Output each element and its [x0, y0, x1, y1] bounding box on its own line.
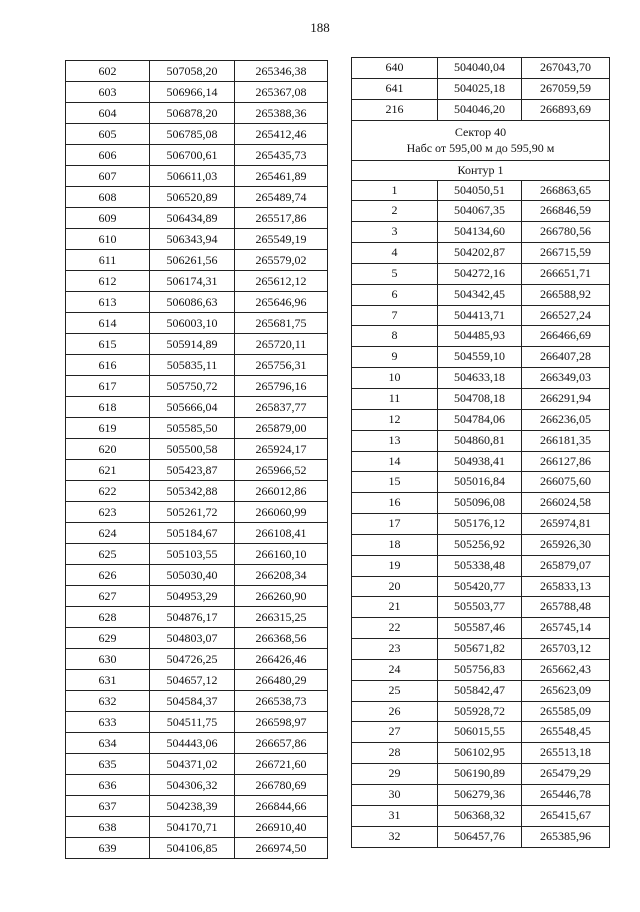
y-coordinate-cell: 265796,16: [235, 376, 328, 397]
x-coordinate-cell: 504657,12: [150, 670, 235, 691]
x-coordinate-cell: 504443,06: [150, 733, 235, 754]
point-number-cell: 216: [352, 99, 438, 120]
y-coordinate-cell: 265756,31: [235, 355, 328, 376]
x-coordinate-cell: 505914,89: [150, 334, 235, 355]
point-number-cell: 31: [352, 805, 438, 826]
x-coordinate-cell: 505338,48: [438, 555, 522, 576]
point-number-cell: 639: [66, 838, 150, 859]
left-coordinates-table: [65, 60, 328, 859]
x-coordinate-cell: 506102,95: [438, 743, 522, 764]
table-row: [66, 712, 328, 733]
y-coordinate-cell: 265646,96: [235, 292, 328, 313]
table-row: [66, 103, 328, 124]
point-number-cell: 24: [352, 659, 438, 680]
x-coordinate-cell: 505756,83: [438, 659, 522, 680]
x-coordinate-cell: 504584,37: [150, 691, 235, 712]
table-row: [66, 124, 328, 145]
y-coordinate-cell: 266715,59: [522, 243, 610, 264]
y-coordinate-cell: 265367,08: [235, 82, 328, 103]
x-coordinate-cell: 504876,17: [150, 607, 235, 628]
y-coordinate-cell: 266236,05: [522, 409, 610, 430]
point-number-cell: 27: [352, 722, 438, 743]
y-coordinate-cell: 265517,86: [235, 208, 328, 229]
x-coordinate-cell: 505176,12: [438, 514, 522, 535]
point-number-cell: 627: [66, 586, 150, 607]
y-coordinate-cell: 266208,34: [235, 565, 328, 586]
y-coordinate-cell: 266291,94: [522, 388, 610, 409]
point-number-cell: 625: [66, 544, 150, 565]
table-row: [352, 764, 610, 785]
y-coordinate-cell: 265837,77: [235, 397, 328, 418]
y-coordinate-cell: 265412,46: [235, 124, 328, 145]
contour-label: Контур 1: [352, 160, 610, 180]
y-coordinate-cell: 266060,99: [235, 502, 328, 523]
y-coordinate-cell: 266527,24: [522, 305, 610, 326]
x-coordinate-cell: 504202,87: [438, 243, 522, 264]
table-row: [352, 472, 610, 493]
y-coordinate-cell: 266127,86: [522, 451, 610, 472]
y-coordinate-cell: 265388,36: [235, 103, 328, 124]
point-number-cell: 630: [66, 649, 150, 670]
point-number-cell: 5: [352, 263, 438, 284]
y-coordinate-cell: 265446,78: [522, 785, 610, 806]
point-number-cell: 606: [66, 145, 150, 166]
table-row: [66, 460, 328, 481]
point-number-cell: 629: [66, 628, 150, 649]
y-coordinate-cell: 266181,35: [522, 430, 610, 451]
table-row: [352, 534, 610, 555]
point-number-cell: 25: [352, 680, 438, 701]
point-number-cell: 635: [66, 754, 150, 775]
x-coordinate-cell: 506434,89: [150, 208, 235, 229]
table-row: [66, 565, 328, 586]
point-number-cell: 612: [66, 271, 150, 292]
x-coordinate-cell: 505842,47: [438, 680, 522, 701]
point-number-cell: 19: [352, 555, 438, 576]
y-coordinate-cell: 265513,18: [522, 743, 610, 764]
y-coordinate-cell: 265585,09: [522, 701, 610, 722]
point-number-cell: 603: [66, 82, 150, 103]
y-coordinate-cell: 266974,50: [235, 838, 328, 859]
table-row: [352, 58, 610, 79]
table-row: [66, 649, 328, 670]
table-row: [352, 451, 610, 472]
point-number-cell: 611: [66, 250, 150, 271]
x-coordinate-cell: 504708,18: [438, 388, 522, 409]
point-number-cell: 18: [352, 534, 438, 555]
point-number-cell: 16: [352, 493, 438, 514]
x-coordinate-cell: 505835,11: [150, 355, 235, 376]
table-row: [66, 439, 328, 460]
point-number-cell: 32: [352, 826, 438, 847]
point-number-cell: 610: [66, 229, 150, 250]
x-coordinate-cell: 505503,77: [438, 597, 522, 618]
x-coordinate-cell: 504953,29: [150, 586, 235, 607]
point-number-cell: 14: [352, 451, 438, 472]
y-coordinate-cell: 265879,07: [522, 555, 610, 576]
table-row: [66, 250, 328, 271]
point-number-cell: 10: [352, 368, 438, 389]
x-coordinate-cell: 505928,72: [438, 701, 522, 722]
table-row: [66, 166, 328, 187]
x-coordinate-cell: 504511,75: [150, 712, 235, 733]
table-row: [66, 397, 328, 418]
x-coordinate-cell: 504170,71: [150, 817, 235, 838]
y-coordinate-cell: 266426,46: [235, 649, 328, 670]
point-number-cell: 621: [66, 460, 150, 481]
point-number-cell: 624: [66, 523, 150, 544]
table-row: [66, 292, 328, 313]
y-coordinate-cell: 265788,48: [522, 597, 610, 618]
y-coordinate-cell: 265479,29: [522, 764, 610, 785]
point-number-cell: 15: [352, 472, 438, 493]
point-number-cell: 28: [352, 743, 438, 764]
x-coordinate-cell: 504803,07: [150, 628, 235, 649]
point-number-cell: 608: [66, 187, 150, 208]
table-row: [66, 775, 328, 796]
x-coordinate-cell: 504726,25: [150, 649, 235, 670]
y-coordinate-cell: 266657,86: [235, 733, 328, 754]
y-coordinate-cell: 266368,56: [235, 628, 328, 649]
table-row: [352, 388, 610, 409]
x-coordinate-cell: 506174,31: [150, 271, 235, 292]
table-row: [352, 743, 610, 764]
y-coordinate-cell: 266075,60: [522, 472, 610, 493]
table-row: [66, 796, 328, 817]
point-number-cell: 618: [66, 397, 150, 418]
y-coordinate-cell: 266538,73: [235, 691, 328, 712]
x-coordinate-cell: 504559,10: [438, 347, 522, 368]
point-number-cell: 1: [352, 180, 438, 201]
x-coordinate-cell: 506966,14: [150, 82, 235, 103]
x-coordinate-cell: 505500,58: [150, 439, 235, 460]
point-number-cell: 641: [352, 78, 438, 99]
y-coordinate-cell: 265745,14: [522, 618, 610, 639]
point-number-cell: 634: [66, 733, 150, 754]
table-row: [66, 733, 328, 754]
y-coordinate-cell: 265548,45: [522, 722, 610, 743]
y-coordinate-cell: 266780,56: [522, 222, 610, 243]
y-coordinate-cell: 265720,11: [235, 334, 328, 355]
x-coordinate-cell: 505016,84: [438, 472, 522, 493]
table-row: [352, 326, 610, 347]
y-coordinate-cell: 266160,10: [235, 544, 328, 565]
point-number-cell: 23: [352, 639, 438, 660]
x-coordinate-cell: 506015,55: [438, 722, 522, 743]
x-coordinate-cell: 506520,89: [150, 187, 235, 208]
x-coordinate-cell: 505256,92: [438, 534, 522, 555]
x-coordinate-cell: 506878,20: [150, 103, 235, 124]
sector-title: Сектор 40: [454, 125, 507, 140]
y-coordinate-cell: 266024,58: [522, 493, 610, 514]
y-coordinate-cell: 266863,65: [522, 180, 610, 201]
x-coordinate-cell: 504272,16: [438, 263, 522, 284]
x-coordinate-cell: 506190,89: [438, 764, 522, 785]
table-row: [352, 514, 610, 535]
y-coordinate-cell: 267043,70: [522, 58, 610, 79]
x-coordinate-cell: 506700,61: [150, 145, 235, 166]
y-coordinate-cell: 266012,86: [235, 481, 328, 502]
x-coordinate-cell: 504238,39: [150, 796, 235, 817]
table-row: [352, 263, 610, 284]
table-row: [66, 61, 328, 82]
table-row: [352, 201, 610, 222]
y-coordinate-cell: 266780,69: [235, 775, 328, 796]
table-row: [66, 691, 328, 712]
point-number-cell: 20: [352, 576, 438, 597]
table-row: [352, 805, 610, 826]
x-coordinate-cell: 504371,02: [150, 754, 235, 775]
table-row: [66, 481, 328, 502]
table-row: [66, 754, 328, 775]
table-row: [66, 586, 328, 607]
point-number-cell: 605: [66, 124, 150, 145]
point-number-cell: 616: [66, 355, 150, 376]
table-row: [352, 347, 610, 368]
point-number-cell: 628: [66, 607, 150, 628]
x-coordinate-cell: 504342,45: [438, 284, 522, 305]
x-coordinate-cell: 506261,56: [150, 250, 235, 271]
y-coordinate-cell: 266260,90: [235, 586, 328, 607]
table-row: [352, 576, 610, 597]
x-coordinate-cell: 504106,85: [150, 838, 235, 859]
point-number-cell: 17: [352, 514, 438, 535]
table-row: [66, 628, 328, 649]
x-coordinate-cell: 505585,50: [150, 418, 235, 439]
point-number-cell: 26: [352, 701, 438, 722]
x-coordinate-cell: 504040,04: [438, 58, 522, 79]
x-coordinate-cell: 504413,71: [438, 305, 522, 326]
x-coordinate-cell: 504046,20: [438, 99, 522, 120]
table-row: [66, 502, 328, 523]
y-coordinate-cell: 265681,75: [235, 313, 328, 334]
x-coordinate-cell: 505342,88: [150, 481, 235, 502]
point-number-cell: 2: [352, 201, 438, 222]
x-coordinate-cell: 507058,20: [150, 61, 235, 82]
point-number-cell: 633: [66, 712, 150, 733]
table-row: [66, 418, 328, 439]
y-coordinate-cell: 265833,13: [522, 576, 610, 597]
table-row: [352, 284, 610, 305]
point-number-cell: 614: [66, 313, 150, 334]
x-coordinate-cell: 506343,94: [150, 229, 235, 250]
y-coordinate-cell: 266315,25: [235, 607, 328, 628]
x-coordinate-cell: 504134,60: [438, 222, 522, 243]
point-number-cell: 6: [352, 284, 438, 305]
y-coordinate-cell: 265489,74: [235, 187, 328, 208]
y-coordinate-cell: 266349,03: [522, 368, 610, 389]
x-coordinate-cell: 505030,40: [150, 565, 235, 586]
point-number-cell: 617: [66, 376, 150, 397]
point-number-cell: 615: [66, 334, 150, 355]
point-number-cell: 7: [352, 305, 438, 326]
sector-header: [352, 120, 610, 160]
y-coordinate-cell: 266108,41: [235, 523, 328, 544]
x-coordinate-cell: 506003,10: [150, 313, 235, 334]
point-number-cell: 11: [352, 388, 438, 409]
table-row: [352, 639, 610, 660]
x-coordinate-cell: 504860,81: [438, 430, 522, 451]
point-number-cell: 8: [352, 326, 438, 347]
y-coordinate-cell: 265926,30: [522, 534, 610, 555]
right-coordinates-table: [351, 57, 610, 848]
point-number-cell: 4: [352, 243, 438, 264]
y-coordinate-cell: 265623,09: [522, 680, 610, 701]
point-number-cell: 636: [66, 775, 150, 796]
x-coordinate-cell: 505420,77: [438, 576, 522, 597]
table-row: [352, 722, 610, 743]
x-coordinate-cell: 504784,06: [438, 409, 522, 430]
table-row: [66, 544, 328, 565]
table-row: [352, 243, 610, 264]
y-coordinate-cell: 265974,81: [522, 514, 610, 535]
point-number-cell: 638: [66, 817, 150, 838]
table-row: [352, 785, 610, 806]
table-row: [352, 659, 610, 680]
x-coordinate-cell: 504050,51: [438, 180, 522, 201]
y-coordinate-cell: 266846,59: [522, 201, 610, 222]
point-number-cell: 620: [66, 439, 150, 460]
table-row: [66, 229, 328, 250]
table-row: [352, 597, 610, 618]
point-number-cell: 619: [66, 418, 150, 439]
sector-subtitle: Набс от 595,00 м до 595,90 м: [406, 141, 555, 156]
table-row: [352, 180, 610, 201]
x-coordinate-cell: 505671,82: [438, 639, 522, 660]
table-row: [352, 305, 610, 326]
table-row: [66, 208, 328, 229]
point-number-cell: 623: [66, 502, 150, 523]
table-row: [66, 838, 328, 859]
table-row: [66, 670, 328, 691]
x-coordinate-cell: 505750,72: [150, 376, 235, 397]
point-number-cell: 622: [66, 481, 150, 502]
y-coordinate-cell: 266721,60: [235, 754, 328, 775]
point-number-cell: 609: [66, 208, 150, 229]
table-row: [352, 409, 610, 430]
y-coordinate-cell: 266893,69: [522, 99, 610, 120]
point-number-cell: 13: [352, 430, 438, 451]
x-coordinate-cell: 505103,55: [150, 544, 235, 565]
point-number-cell: 631: [66, 670, 150, 691]
table-row: [66, 334, 328, 355]
table-row: [352, 99, 610, 120]
y-coordinate-cell: 265549,19: [235, 229, 328, 250]
table-row: [66, 187, 328, 208]
point-number-cell: 21: [352, 597, 438, 618]
table-row: [352, 701, 610, 722]
table-row: [66, 523, 328, 544]
table-row: [66, 817, 328, 838]
y-coordinate-cell: 266651,71: [522, 263, 610, 284]
x-coordinate-cell: 506086,63: [150, 292, 235, 313]
y-coordinate-cell: 265415,67: [522, 805, 610, 826]
point-number-cell: 607: [66, 166, 150, 187]
y-coordinate-cell: 266480,29: [235, 670, 328, 691]
point-number-cell: 3: [352, 222, 438, 243]
table-row: [66, 271, 328, 292]
table-row: [352, 680, 610, 701]
y-coordinate-cell: 265924,17: [235, 439, 328, 460]
point-number-cell: 30: [352, 785, 438, 806]
x-coordinate-cell: 505423,87: [150, 460, 235, 481]
point-number-cell: 22: [352, 618, 438, 639]
x-coordinate-cell: 504485,93: [438, 326, 522, 347]
point-number-cell: 9: [352, 347, 438, 368]
y-coordinate-cell: 266588,92: [522, 284, 610, 305]
point-number-cell: 29: [352, 764, 438, 785]
table-row: [352, 78, 610, 99]
point-number-cell: 626: [66, 565, 150, 586]
table-row: [66, 313, 328, 334]
x-coordinate-cell: 504306,32: [150, 775, 235, 796]
x-coordinate-cell: 504067,35: [438, 201, 522, 222]
y-coordinate-cell: 265346,38: [235, 61, 328, 82]
point-number-cell: 602: [66, 61, 150, 82]
y-coordinate-cell: 265612,12: [235, 271, 328, 292]
y-coordinate-cell: 265966,52: [235, 460, 328, 481]
x-coordinate-cell: 504633,18: [438, 368, 522, 389]
y-coordinate-cell: 265461,89: [235, 166, 328, 187]
table-row: [66, 355, 328, 376]
x-coordinate-cell: 506457,76: [438, 826, 522, 847]
y-coordinate-cell: 265703,12: [522, 639, 610, 660]
point-number-cell: 12: [352, 409, 438, 430]
table-row: [66, 82, 328, 103]
x-coordinate-cell: 506785,08: [150, 124, 235, 145]
y-coordinate-cell: 266598,97: [235, 712, 328, 733]
table-row: [352, 368, 610, 389]
y-coordinate-cell: 267059,59: [522, 78, 610, 99]
x-coordinate-cell: 505096,08: [438, 493, 522, 514]
y-coordinate-cell: 265579,02: [235, 250, 328, 271]
y-coordinate-cell: 266910,40: [235, 817, 328, 838]
point-number-cell: 637: [66, 796, 150, 817]
y-coordinate-cell: 265662,43: [522, 659, 610, 680]
y-coordinate-cell: 266844,66: [235, 796, 328, 817]
table-row: [352, 222, 610, 243]
table-row: [352, 555, 610, 576]
table-row: [352, 826, 610, 847]
x-coordinate-cell: 506279,36: [438, 785, 522, 806]
y-coordinate-cell: 265435,73: [235, 145, 328, 166]
y-coordinate-cell: 266407,28: [522, 347, 610, 368]
x-coordinate-cell: 505261,72: [150, 502, 235, 523]
page-number: 188: [310, 20, 330, 35]
table-row: [352, 493, 610, 514]
point-number-cell: 640: [352, 58, 438, 79]
point-number-cell: 604: [66, 103, 150, 124]
table-row: [352, 430, 610, 451]
point-number-cell: 613: [66, 292, 150, 313]
x-coordinate-cell: 504938,41: [438, 451, 522, 472]
table-row: [66, 145, 328, 166]
table-row: [352, 618, 610, 639]
x-coordinate-cell: 505666,04: [150, 397, 235, 418]
table-row: [66, 607, 328, 628]
table-row: [66, 376, 328, 397]
x-coordinate-cell: 504025,18: [438, 78, 522, 99]
x-coordinate-cell: 506611,03: [150, 166, 235, 187]
y-coordinate-cell: 266466,69: [522, 326, 610, 347]
point-number-cell: 632: [66, 691, 150, 712]
y-coordinate-cell: 265385,96: [522, 826, 610, 847]
x-coordinate-cell: 506368,32: [438, 805, 522, 826]
x-coordinate-cell: 505184,67: [150, 523, 235, 544]
x-coordinate-cell: 505587,46: [438, 618, 522, 639]
y-coordinate-cell: 265879,00: [235, 418, 328, 439]
